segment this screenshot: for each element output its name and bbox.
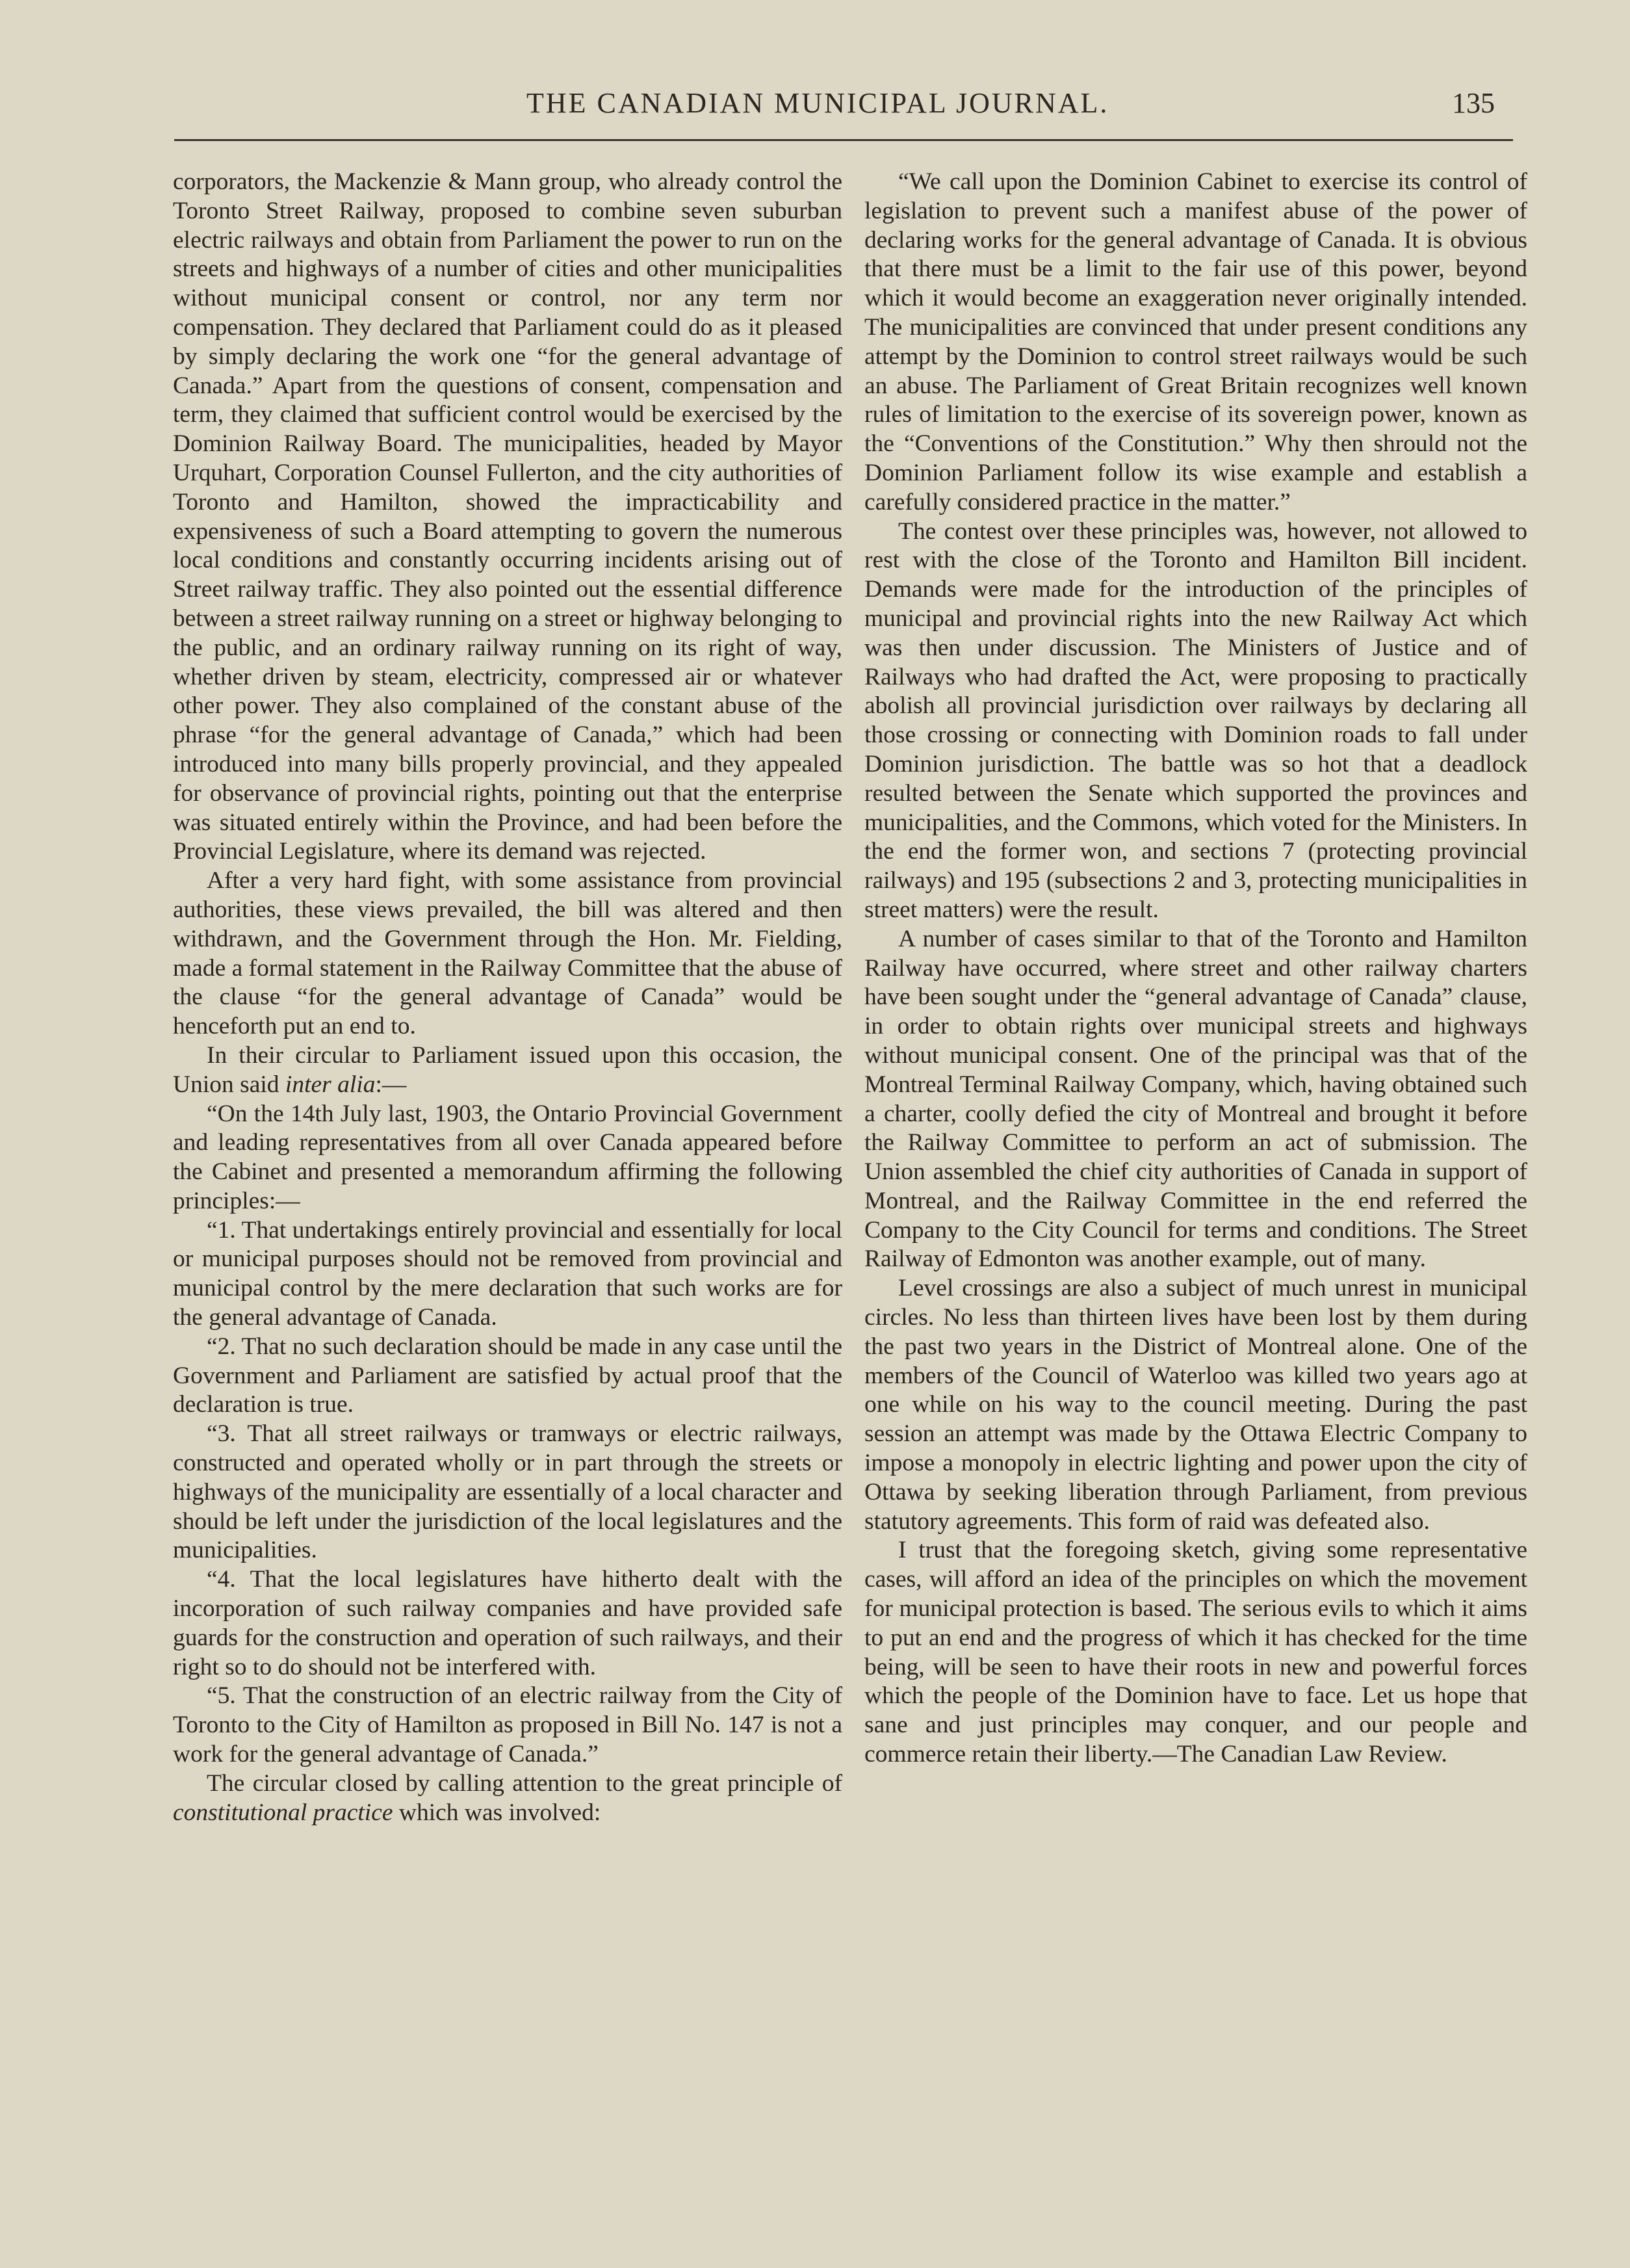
paragraph: [173, 1041, 842, 1100]
paragraph: [173, 1769, 842, 1828]
text-run: In their circular to Parliament issued upon this occasion, the Union said: [173, 1041, 842, 1098]
principle-item: “5. That the construction of an electric railway from the City of Toronto to the City of Hamilton as proposed in Bill No. 147 is not a work for the general advantage of Canada.”: [173, 1682, 842, 1768]
text-run: which was involved:: [393, 1799, 601, 1826]
paragraph: I trust that the foregoing sketch, giving some representative cases, will afford an idea of the principles on which the movement for municipal protection is based. The serious evils to which it aims to put an end and the progress of which it has checked for the time being, will be seen to have their roots in new and powerful forces which the people of the Dominion have to face. Let us hope that sane and just principles may conquer, and our people and commerce retain their liberty.—The Canadian Law Review.: [864, 1537, 1527, 1768]
right-column: [864, 168, 1527, 1769]
text-run: :—: [375, 1071, 407, 1098]
header-rule: [174, 139, 1513, 141]
quotation-paragraph: “On the 14th July last, 1903, the Ontario Provincial Government and leading representatives from all over Canada appeared before the Cabinet and presented a memorandum affirming the following principles:—: [173, 1100, 842, 1214]
journal-title: THE CANADIAN MUNICIPAL JOURNAL.: [526, 87, 1109, 119]
paragraph: A number of cases similar to that of the Toronto and Hamilton Railway have occurred, where street and other railway charters have been sought under the “general advantage of Canada” clause, in order to obtain rights over municipal streets and highways without municipal consent. One of the principal was that of the Montreal Terminal Railway Company, which, having obtained such a charter, coolly defied the city of Montreal and brought it before the Railway Committee to perform an act of submission. The Union assembled the chief city authorities of Canada in support of Montreal, and the Railway Committee in the end referred the Company to the City Council for terms and conditions. The Street Railway of Edmonton was another example, out of many.: [864, 925, 1527, 1273]
page-number: 135: [1452, 87, 1495, 119]
running-head: [175, 81, 1495, 127]
italic-phrase: inter alia: [285, 1071, 376, 1098]
principle-item: “2. That no such declaration should be made in any case until the Government and Parliament are satisfied by actual proof that the declaration is true.: [173, 1333, 842, 1418]
paragraph: Level crossings are also a subject of much unrest in municipal circles. No less than thirteen lives have been lost by them during the past two years in the District of Montreal alone. One of the members of the Council of Waterloo was killed two years ago at one while on his way to the council meeting. During the past session an attempt was made by the Ottawa Electric Company to impose a monopoly in electric lighting and power upon the city of Ottawa by seeking liberation through Parliament, from previous statutory agreements. This form of raid was defeated also.: [864, 1275, 1527, 1535]
left-column: [173, 168, 842, 1827]
paragraph: corporators, the Mackenzie & Mann group, who already control the Toronto Street Railway, proposed to combine seven suburban electric railways and obtain from Parliament the power to run on the streets and highways of a number of cities and other municipalities without municipal consent or control, nor any term nor compensation. They declared that Parliament could do as it pleased by simply declaring the work one “for the general advantage of Canada.” Apart from the questions of consent, compensation and term, they claimed that sufficient control would be exercised by the Dominion Railway Board. The municipalities, headed by Mayor Urquhart, Corporation Counsel Fullerton, and the city authorities of Toronto and Hamilton, showed the impracticability and expensiveness of such a Board attempting to govern the numerous local conditions and constantly occurring incidents arising out of Street railway traffic. They also pointed out the essential difference between a street railway running on a street or highway belonging to the public, and an ordinary railway running on its right of way, whether driven by steam, electricity, compressed air or whatever other power. They also complained of the constant abuse of the phrase “for the general advantage of Canada,” which had been introduced into many bills properly provincial, and they appealed for observance of provincial rights, pointing out that the enterprise was situated entirely within the Province, and had been before the Provincial Legislature, where its demand was rejected.: [173, 168, 842, 865]
text-run: The circular closed by calling attention to the great principle of: [207, 1769, 842, 1797]
principle-item: “4. That the local legislatures have hitherto dealt with the incorporation of such railway companies and have provided safe guards for the construction and operation of such railways, and their right so to do should not be interfered with.: [173, 1566, 842, 1680]
principle-item: “3. That all street railways or tramways or electric railways, constructed and operated wholly or in part through the streets or highways of the municipality are essentially of a local character and should be left under the jurisdiction of the local legislatures and the municipalities.: [173, 1420, 842, 1564]
paragraph: After a very hard fight, with some assistance from provincial authorities, these views prevailed, the bill was altered and then withdrawn, and the Government through the Hon. Mr. Fielding, made a formal statement in the Railway Committee that the abuse of the clause “for the general advantage of Canada” would be henceforth put an end to.: [173, 867, 842, 1040]
quotation-paragraph: “We call upon the Dominion Cabinet to exercise its control of legislation to prevent such a manifest abuse of the power of declaring works for the general advantage of Canada. It is obvious that there must be a limit to the fair use of this power, beyond which it would become an exaggeration never originally intended. The municipalities are convinced that under present conditions any attempt by the Dominion to control street railways would be such an abuse. The Parliament of Great Britain recognizes well known rules of limitation to the exercise of its sovereign power, known as the “Conventions of the Constitution.” Why then shrould not the Dominion Parliament follow its wise example and establish a carefully considered practice in the matter.”: [864, 168, 1527, 515]
principle-item: “1. That undertakings entirely provincial and essentially for local or municipal purposes should not be removed from provincial and municipal control by the mere declaration that such works are for the general advantage of Canada.: [173, 1216, 842, 1331]
italic-phrase: constitutional practice: [173, 1799, 393, 1826]
paragraph: The contest over these principles was, however, not allowed to rest with the close of the Toronto and Hamilton Bill incident. Demands were made for the introduction of the principles of municipal and provincial rights into the new Railway Act which was then under discussion. The Ministers of Justice and of Railways who had drafted the Act, were proposing to practically abolish all provincial jurisdiction over railways by declaring all those crossing or connecting with Dominion roads to fall under Dominion jurisdiction. The battle was so hot that a deadlock resulted between the Senate which supported the provinces and municipalities, and the Commons, which voted for the Ministers. In the end the former won, and sections 7 (protecting provincial railways) and 195 (subsections 2 and 3, protecting municipalities in street matters) were the result.: [864, 517, 1527, 923]
